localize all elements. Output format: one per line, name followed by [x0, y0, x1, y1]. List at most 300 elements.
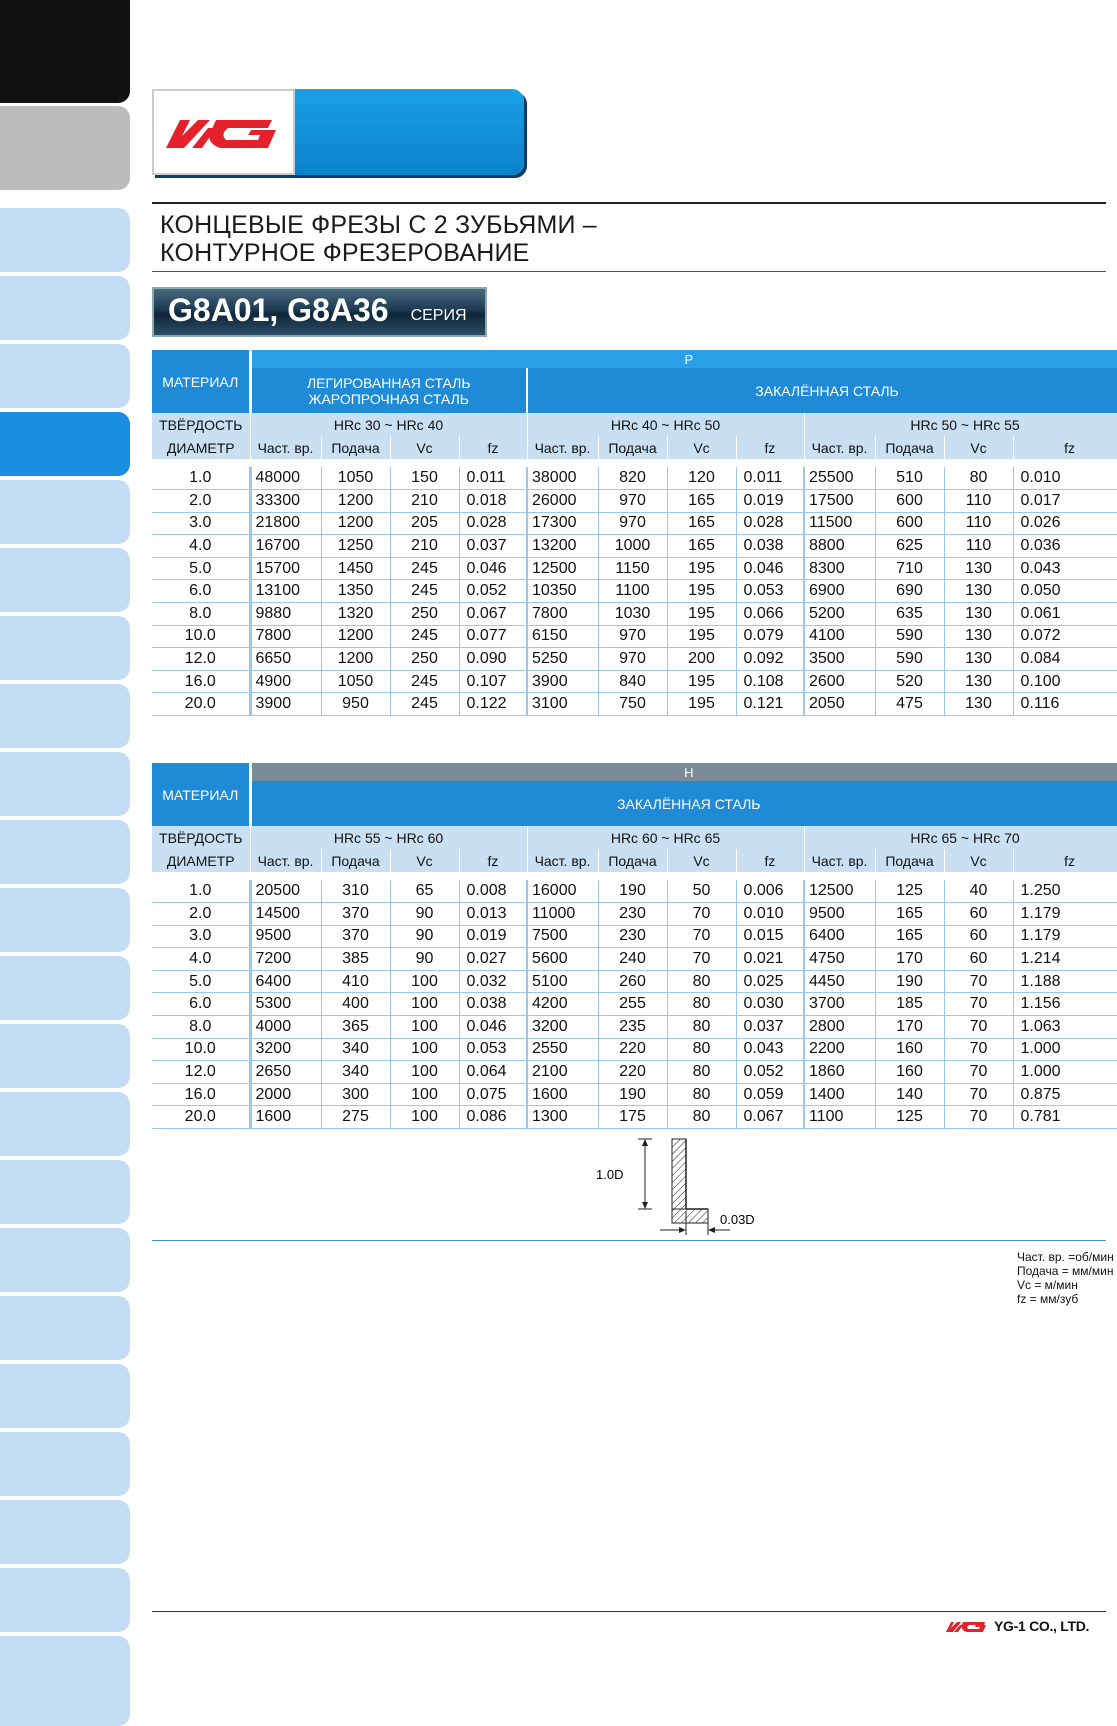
value-cell: 1.063: [1013, 1016, 1117, 1039]
tab-6[interactable]: [0, 548, 130, 612]
value-cell: 80: [667, 1061, 736, 1084]
value-cell: 3700: [804, 993, 875, 1016]
diameter-cell: 12.0: [152, 648, 250, 671]
value-cell: 195: [667, 670, 736, 693]
value-cell: 0.075: [459, 1083, 527, 1106]
value-cell: 0.018: [459, 490, 527, 513]
col-feed: Подача: [875, 436, 944, 459]
diameter-cell: 8.0: [152, 1016, 250, 1039]
value-cell: 1200: [321, 648, 390, 671]
value-cell: 0.084: [1013, 648, 1117, 671]
value-cell: 70: [944, 1038, 1013, 1061]
value-cell: 190: [875, 970, 944, 993]
value-cell: 235: [598, 1016, 667, 1039]
value-cell: 820: [598, 467, 667, 490]
diameter-cell: 10.0: [152, 1038, 250, 1061]
tab-16[interactable]: [0, 1228, 130, 1292]
value-cell: 130: [944, 557, 1013, 580]
value-cell: 1350: [321, 580, 390, 603]
tab-9[interactable]: [0, 752, 130, 816]
value-cell: 3200: [527, 1016, 598, 1039]
value-cell: 170: [875, 1016, 944, 1039]
col-feed: Подача: [321, 849, 390, 872]
diameter-cell: 3.0: [152, 925, 250, 948]
value-cell: 340: [321, 1061, 390, 1084]
material-group: H: [250, 763, 1117, 781]
tab-11[interactable]: [0, 888, 130, 952]
value-cell: 4100: [804, 625, 875, 648]
value-cell: 0.030: [736, 993, 804, 1016]
value-cell: 7500: [527, 925, 598, 948]
value-cell: 110: [944, 512, 1013, 535]
value-cell: 90: [390, 903, 459, 926]
value-cell: 2650: [250, 1061, 321, 1084]
col-rpm: Част. вр.: [527, 849, 598, 872]
value-cell: 16700: [250, 535, 321, 558]
value-cell: 950: [321, 693, 390, 716]
table-body: [152, 459, 1117, 716]
tab-7[interactable]: [0, 616, 130, 680]
value-cell: 7800: [250, 625, 321, 648]
tab-black[interactable]: [0, 0, 130, 103]
value-cell: 1450: [321, 557, 390, 580]
value-cell: 1.000: [1013, 1061, 1117, 1084]
value-cell: 3500: [804, 648, 875, 671]
value-cell: 1.179: [1013, 925, 1117, 948]
table-row: [152, 693, 1117, 716]
value-cell: 14500: [250, 903, 321, 926]
value-cell: 100: [390, 1106, 459, 1129]
col-rpm: Част. вр.: [804, 849, 875, 872]
value-cell: 245: [390, 670, 459, 693]
col-rpm: Част. вр.: [250, 849, 321, 872]
value-cell: 340: [321, 1038, 390, 1061]
value-cell: 590: [875, 625, 944, 648]
tab-20[interactable]: [0, 1500, 130, 1564]
diameter-cell: 4.0: [152, 948, 250, 971]
value-cell: 5600: [527, 948, 598, 971]
tab-22[interactable]: [0, 1636, 130, 1726]
value-cell: 80: [667, 1016, 736, 1039]
value-cell: 3200: [250, 1038, 321, 1061]
value-cell: 160: [875, 1038, 944, 1061]
value-cell: 100: [390, 1083, 459, 1106]
cutting-table-h: [152, 763, 1117, 1129]
hardness-range: HRc 60 ~ HRc 65: [527, 826, 804, 849]
diameter-label: ДИАМЕТР: [152, 849, 250, 872]
unit-vc: Vc = м/мин: [1017, 1278, 1078, 1292]
value-cell: 8800: [804, 535, 875, 558]
units-legend: [1017, 1250, 1114, 1306]
unit-rpm: Част. вр. =об/мин: [1017, 1250, 1114, 1264]
value-cell: 165: [875, 903, 944, 926]
value-cell: 0.037: [736, 1016, 804, 1039]
value-cell: 1600: [527, 1083, 598, 1106]
value-cell: 1.156: [1013, 993, 1117, 1016]
value-cell: 2550: [527, 1038, 598, 1061]
value-cell: 6400: [804, 925, 875, 948]
value-cell: 0.108: [736, 670, 804, 693]
value-cell: 12500: [804, 880, 875, 903]
value-cell: 0.067: [459, 603, 527, 626]
value-cell: 0.066: [736, 603, 804, 626]
tab-19[interactable]: [0, 1432, 130, 1496]
value-cell: 10350: [527, 580, 598, 603]
subgroup-hardened: ЗАКАЛЁННАЯ СТАЛЬ: [527, 368, 1117, 413]
value-cell: 0.036: [1013, 535, 1117, 558]
col-vc: Vc: [944, 436, 1013, 459]
table-row: [152, 648, 1117, 671]
col-rpm: Част. вр.: [527, 436, 598, 459]
value-cell: 220: [598, 1061, 667, 1084]
col-fz: fz: [736, 849, 804, 872]
page-title: [152, 202, 1106, 272]
value-cell: 710: [875, 557, 944, 580]
table-row: [152, 880, 1117, 903]
value-cell: 0.072: [1013, 625, 1117, 648]
value-cell: 0.053: [736, 580, 804, 603]
value-cell: 0.008: [459, 880, 527, 903]
diameter-cell: 5.0: [152, 557, 250, 580]
value-cell: 0.015: [736, 925, 804, 948]
tab-3[interactable]: [0, 344, 130, 408]
value-cell: 245: [390, 625, 459, 648]
value-cell: 11000: [527, 903, 598, 926]
value-cell: 7800: [527, 603, 598, 626]
table-row: [152, 1016, 1117, 1039]
table-body: [152, 872, 1117, 1129]
value-cell: 150: [390, 467, 459, 490]
diameter-cell: 2.0: [152, 903, 250, 926]
col-fz: fz: [1013, 849, 1117, 872]
table-row: [152, 670, 1117, 693]
value-cell: 0.038: [736, 535, 804, 558]
value-cell: 1860: [804, 1061, 875, 1084]
col-feed: Подача: [598, 436, 667, 459]
value-cell: 1050: [321, 670, 390, 693]
tab-8[interactable]: [0, 684, 130, 748]
diameter-cell: 1.0: [152, 467, 250, 490]
table-row: [152, 625, 1117, 648]
value-cell: 245: [390, 693, 459, 716]
value-cell: 80: [944, 467, 1013, 490]
width-label: 0.03D: [720, 1212, 755, 1227]
value-cell: 80: [667, 993, 736, 1016]
diameter-cell: 4.0: [152, 535, 250, 558]
value-cell: 6150: [527, 625, 598, 648]
value-cell: 0.032: [459, 970, 527, 993]
value-cell: 70: [667, 903, 736, 926]
table-row: [152, 925, 1117, 948]
value-cell: 635: [875, 603, 944, 626]
value-cell: 80: [667, 1038, 736, 1061]
value-cell: 310: [321, 880, 390, 903]
company-name: YG-1 CO., LTD.: [994, 1618, 1090, 1634]
value-cell: 40: [944, 880, 1013, 903]
subgroup-alloy: ЛЕГИРОВАННАЯ СТАЛЬ ЖАРОПРОЧНАЯ СТАЛЬ: [250, 368, 527, 413]
value-cell: 100: [390, 1016, 459, 1039]
value-cell: 8300: [804, 557, 875, 580]
value-cell: 600: [875, 490, 944, 513]
value-cell: 7200: [250, 948, 321, 971]
value-cell: 1150: [598, 557, 667, 580]
tab-active[interactable]: [0, 412, 130, 476]
value-cell: 970: [598, 648, 667, 671]
value-cell: 0.052: [459, 580, 527, 603]
value-cell: 0.010: [1013, 467, 1117, 490]
value-cell: 475: [875, 693, 944, 716]
value-cell: 300: [321, 1083, 390, 1106]
value-cell: 3100: [527, 693, 598, 716]
value-cell: 15700: [250, 557, 321, 580]
value-cell: 70: [944, 1083, 1013, 1106]
value-cell: 165: [667, 490, 736, 513]
value-cell: 0.059: [736, 1083, 804, 1106]
table-row: [152, 1038, 1117, 1061]
value-cell: 0.064: [459, 1061, 527, 1084]
value-cell: 210: [390, 490, 459, 513]
value-cell: 100: [390, 1061, 459, 1084]
value-cell: 110: [944, 535, 1013, 558]
hardness-range: HRc 40 ~ HRc 50: [527, 413, 804, 436]
tab-2[interactable]: [0, 276, 130, 340]
value-cell: 0.019: [736, 490, 804, 513]
value-cell: 130: [944, 580, 1013, 603]
value-cell: 5300: [250, 993, 321, 1016]
value-cell: 0.010: [736, 903, 804, 926]
value-cell: 90: [390, 948, 459, 971]
series-code: G8A01, G8A36: [168, 292, 389, 328]
value-cell: 510: [875, 467, 944, 490]
tab-gray[interactable]: [0, 106, 130, 190]
col-vc: Vc: [667, 849, 736, 872]
value-cell: 0.043: [1013, 557, 1117, 580]
table-row: [152, 948, 1117, 971]
value-cell: 100: [390, 1038, 459, 1061]
value-cell: 12500: [527, 557, 598, 580]
value-cell: 4900: [250, 670, 321, 693]
table-row: [152, 970, 1117, 993]
footer-divider: [152, 1611, 1106, 1612]
value-cell: 48000: [250, 467, 321, 490]
yg-logo: [152, 89, 295, 175]
value-cell: 0.090: [459, 648, 527, 671]
value-cell: 2600: [804, 670, 875, 693]
value-cell: 0.021: [736, 948, 804, 971]
value-cell: 520: [875, 670, 944, 693]
value-cell: 120: [667, 467, 736, 490]
value-cell: 2200: [804, 1038, 875, 1061]
value-cell: 0.121: [736, 693, 804, 716]
value-cell: 11500: [804, 512, 875, 535]
value-cell: 70: [944, 970, 1013, 993]
value-cell: 130: [944, 670, 1013, 693]
subgroup-hardened: ЗАКАЛЁННАЯ СТАЛЬ: [250, 781, 1117, 826]
value-cell: 205: [390, 512, 459, 535]
value-cell: 195: [667, 625, 736, 648]
value-cell: 0.875: [1013, 1083, 1117, 1106]
hardness-label: ТВЁРДОСТЬ: [152, 413, 250, 436]
value-cell: 2100: [527, 1061, 598, 1084]
value-cell: 33300: [250, 490, 321, 513]
diameter-cell: 5.0: [152, 970, 250, 993]
diameter-cell: 8.0: [152, 603, 250, 626]
value-cell: 0.027: [459, 948, 527, 971]
value-cell: 0.017: [1013, 490, 1117, 513]
value-cell: 90: [390, 925, 459, 948]
diameter-cell: 16.0: [152, 670, 250, 693]
hardness-range: HRc 55 ~ HRc 60: [250, 826, 527, 849]
value-cell: 0.028: [736, 512, 804, 535]
hardness-range: HRc 50 ~ HRc 55: [804, 413, 1117, 436]
tab-14[interactable]: [0, 1092, 130, 1156]
value-cell: 230: [598, 903, 667, 926]
value-cell: 410: [321, 970, 390, 993]
col-vc: Vc: [944, 849, 1013, 872]
value-cell: 1.250: [1013, 880, 1117, 903]
unit-feed: Подача = мм/мин: [1017, 1264, 1114, 1278]
material-group: P: [250, 350, 1117, 368]
title-line-2: КОНТУРНОЕ ФРЕЗЕРОВАНИЕ: [160, 239, 530, 267]
tab-5[interactable]: [0, 480, 130, 544]
value-cell: 130: [944, 693, 1013, 716]
value-cell: 0.086: [459, 1106, 527, 1129]
value-cell: 5250: [527, 648, 598, 671]
value-cell: 0.028: [459, 512, 527, 535]
value-cell: 17500: [804, 490, 875, 513]
side-tabs: [0, 0, 130, 1716]
value-cell: 240: [598, 948, 667, 971]
value-cell: 0.025: [736, 970, 804, 993]
value-cell: 1250: [321, 535, 390, 558]
value-cell: 1.188: [1013, 970, 1117, 993]
value-cell: 80: [667, 970, 736, 993]
diameter-label: ДИАМЕТР: [152, 436, 250, 459]
value-cell: 1.214: [1013, 948, 1117, 971]
value-cell: 370: [321, 925, 390, 948]
value-cell: 100: [390, 993, 459, 1016]
value-cell: 2800: [804, 1016, 875, 1039]
value-cell: 125: [875, 880, 944, 903]
tab-21[interactable]: [0, 1568, 130, 1632]
tab-12[interactable]: [0, 956, 130, 1020]
col-vc: Vc: [390, 436, 459, 459]
value-cell: 275: [321, 1106, 390, 1129]
value-cell: 250: [390, 648, 459, 671]
value-cell: 20500: [250, 880, 321, 903]
value-cell: 690: [875, 580, 944, 603]
value-cell: 6650: [250, 648, 321, 671]
table-row: [152, 903, 1117, 926]
value-cell: 6900: [804, 580, 875, 603]
value-cell: 0.043: [736, 1038, 804, 1061]
tab-18[interactable]: [0, 1364, 130, 1428]
table-row: [152, 603, 1117, 626]
value-cell: 175: [598, 1106, 667, 1129]
value-cell: 170: [875, 948, 944, 971]
col-fz: fz: [1013, 436, 1117, 459]
col-feed: Подача: [875, 849, 944, 872]
tab-15[interactable]: [0, 1160, 130, 1224]
value-cell: 970: [598, 512, 667, 535]
value-cell: 970: [598, 625, 667, 648]
value-cell: 130: [944, 603, 1013, 626]
table-row: [152, 1106, 1117, 1129]
value-cell: 0.046: [736, 557, 804, 580]
diameter-cell: 1.0: [152, 880, 250, 903]
value-cell: 5100: [527, 970, 598, 993]
value-cell: 0.107: [459, 670, 527, 693]
table-row: [152, 535, 1117, 558]
value-cell: 0.046: [459, 557, 527, 580]
value-cell: 750: [598, 693, 667, 716]
value-cell: 190: [598, 880, 667, 903]
value-cell: 0.100: [1013, 670, 1117, 693]
value-cell: 165: [875, 925, 944, 948]
value-cell: 80: [667, 1106, 736, 1129]
value-cell: 1.000: [1013, 1038, 1117, 1061]
value-cell: 1050: [321, 467, 390, 490]
value-cell: 260: [598, 970, 667, 993]
value-cell: 17300: [527, 512, 598, 535]
value-cell: 1100: [804, 1106, 875, 1129]
value-cell: 6400: [250, 970, 321, 993]
value-cell: 250: [390, 603, 459, 626]
value-cell: 21800: [250, 512, 321, 535]
tab-17[interactable]: [0, 1296, 130, 1360]
value-cell: 0.061: [1013, 603, 1117, 626]
value-cell: 4000: [250, 1016, 321, 1039]
value-cell: 185: [875, 993, 944, 1016]
value-cell: 70: [944, 1061, 1013, 1084]
value-cell: 165: [667, 535, 736, 558]
value-cell: 160: [875, 1061, 944, 1084]
value-cell: 4200: [527, 993, 598, 1016]
col-feed: Подача: [321, 436, 390, 459]
diameter-cell: 20.0: [152, 1106, 250, 1129]
footer: [944, 1618, 1089, 1634]
value-cell: 1400: [804, 1083, 875, 1106]
table-row: [152, 993, 1117, 1016]
value-cell: 3900: [250, 693, 321, 716]
value-cell: 1200: [321, 512, 390, 535]
tab-10[interactable]: [0, 820, 130, 884]
value-cell: 25500: [804, 467, 875, 490]
value-cell: 70: [944, 1106, 1013, 1129]
value-cell: 16000: [527, 880, 598, 903]
value-cell: 625: [875, 535, 944, 558]
title-line-1: КОНЦЕВЫЕ ФРЕЗЫ С 2 ЗУБЬЯМИ –: [160, 211, 597, 239]
tab-1[interactable]: [0, 208, 130, 272]
value-cell: 0.038: [459, 993, 527, 1016]
divider: [152, 1240, 1106, 1241]
value-cell: 1300: [527, 1106, 598, 1129]
value-cell: 1030: [598, 603, 667, 626]
value-cell: 9880: [250, 603, 321, 626]
diameter-cell: 20.0: [152, 693, 250, 716]
value-cell: 210: [390, 535, 459, 558]
value-cell: 195: [667, 603, 736, 626]
value-cell: 190: [598, 1083, 667, 1106]
value-cell: 4450: [804, 970, 875, 993]
unit-fz: fz = мм/зуб: [1017, 1292, 1079, 1306]
tab-13[interactable]: [0, 1024, 130, 1088]
value-cell: 1600: [250, 1106, 321, 1129]
value-cell: 0.050: [1013, 580, 1117, 603]
value-cell: 195: [667, 580, 736, 603]
value-cell: 70: [667, 925, 736, 948]
value-cell: 0.011: [736, 467, 804, 490]
